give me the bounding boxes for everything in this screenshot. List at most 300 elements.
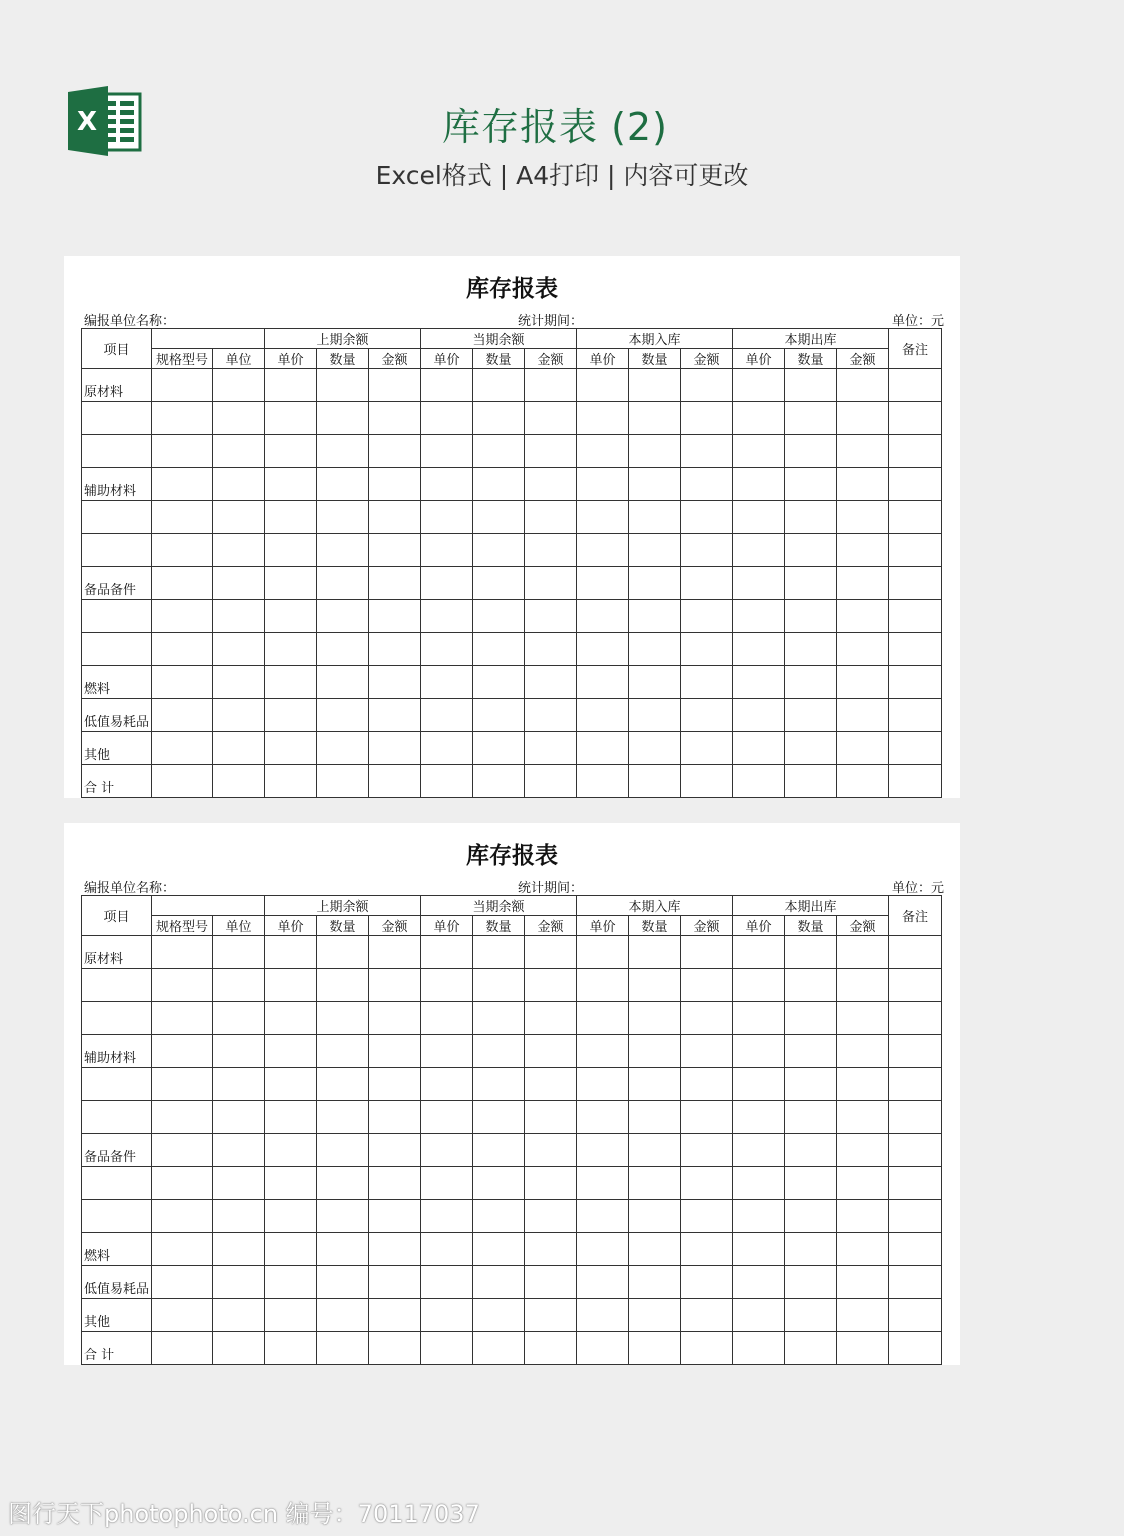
table-cell[interactable] bbox=[889, 699, 942, 732]
table-cell[interactable] bbox=[785, 666, 837, 699]
table-cell[interactable] bbox=[681, 501, 733, 534]
table-cell[interactable] bbox=[837, 1200, 889, 1233]
table-cell[interactable] bbox=[629, 1035, 681, 1068]
table-cell[interactable] bbox=[889, 600, 942, 633]
table-cell[interactable] bbox=[681, 600, 733, 633]
table-cell[interactable] bbox=[629, 1200, 681, 1233]
table-cell[interactable] bbox=[317, 402, 369, 435]
table-cell[interactable] bbox=[837, 633, 889, 666]
table-cell[interactable] bbox=[785, 369, 837, 402]
table-cell[interactable] bbox=[785, 699, 837, 732]
table-cell[interactable] bbox=[889, 1134, 942, 1167]
table-cell[interactable] bbox=[681, 1134, 733, 1167]
table-cell[interactable] bbox=[152, 369, 213, 402]
table-cell[interactable] bbox=[785, 1266, 837, 1299]
table-cell[interactable] bbox=[213, 1233, 265, 1266]
table-cell[interactable] bbox=[369, 369, 421, 402]
table-cell[interactable] bbox=[629, 633, 681, 666]
table-cell[interactable] bbox=[889, 435, 942, 468]
table-cell[interactable] bbox=[473, 534, 525, 567]
table-cell[interactable] bbox=[369, 468, 421, 501]
table-cell[interactable] bbox=[733, 1134, 785, 1167]
table-cell[interactable] bbox=[889, 1101, 942, 1134]
table-cell[interactable] bbox=[681, 435, 733, 468]
table-cell[interactable] bbox=[629, 402, 681, 435]
table-cell[interactable] bbox=[213, 765, 265, 798]
table-cell[interactable] bbox=[421, 501, 473, 534]
table-cell[interactable] bbox=[525, 1200, 577, 1233]
table-cell[interactable] bbox=[421, 1332, 473, 1365]
table-cell[interactable] bbox=[681, 1299, 733, 1332]
table-cell[interactable] bbox=[369, 1134, 421, 1167]
table-cell[interactable] bbox=[473, 765, 525, 798]
table-cell[interactable] bbox=[152, 1299, 213, 1332]
table-cell[interactable] bbox=[152, 534, 213, 567]
table-cell[interactable] bbox=[317, 468, 369, 501]
table-cell[interactable] bbox=[785, 936, 837, 969]
table-cell[interactable] bbox=[525, 567, 577, 600]
table-cell[interactable] bbox=[317, 633, 369, 666]
table-cell[interactable] bbox=[733, 1101, 785, 1134]
table-cell[interactable] bbox=[369, 1068, 421, 1101]
table-cell[interactable] bbox=[837, 936, 889, 969]
table-cell[interactable] bbox=[369, 1233, 421, 1266]
table-cell[interactable] bbox=[213, 969, 265, 1002]
table-cell[interactable] bbox=[733, 1266, 785, 1299]
table-cell[interactable] bbox=[317, 501, 369, 534]
table-cell[interactable] bbox=[152, 1266, 213, 1299]
table-cell[interactable] bbox=[421, 369, 473, 402]
table-cell[interactable] bbox=[152, 969, 213, 1002]
table-cell[interactable] bbox=[837, 1134, 889, 1167]
table-cell[interactable] bbox=[733, 501, 785, 534]
table-cell[interactable] bbox=[577, 1200, 629, 1233]
table-cell[interactable] bbox=[785, 969, 837, 1002]
table-cell[interactable] bbox=[681, 369, 733, 402]
table-cell[interactable] bbox=[577, 732, 629, 765]
table-cell[interactable] bbox=[525, 936, 577, 969]
table-cell[interactable] bbox=[265, 1266, 317, 1299]
table-cell[interactable] bbox=[629, 1101, 681, 1134]
table-cell[interactable] bbox=[785, 1332, 837, 1365]
table-cell[interactable] bbox=[525, 1299, 577, 1332]
table-cell[interactable] bbox=[473, 1167, 525, 1200]
table-cell[interactable] bbox=[837, 1002, 889, 1035]
table-cell[interactable] bbox=[421, 402, 473, 435]
table-cell[interactable] bbox=[152, 435, 213, 468]
table-cell[interactable] bbox=[265, 435, 317, 468]
table-cell[interactable] bbox=[369, 600, 421, 633]
table-cell[interactable] bbox=[421, 666, 473, 699]
table-cell[interactable] bbox=[681, 1233, 733, 1266]
table-cell[interactable] bbox=[473, 699, 525, 732]
table-cell[interactable] bbox=[525, 402, 577, 435]
table-cell[interactable] bbox=[837, 501, 889, 534]
table-cell[interactable] bbox=[837, 969, 889, 1002]
table-cell[interactable] bbox=[369, 666, 421, 699]
table-cell[interactable] bbox=[525, 1068, 577, 1101]
table-cell[interactable] bbox=[152, 1200, 213, 1233]
table-cell[interactable] bbox=[681, 1101, 733, 1134]
table-cell[interactable] bbox=[837, 468, 889, 501]
table-cell[interactable] bbox=[785, 1134, 837, 1167]
table-cell[interactable] bbox=[681, 1035, 733, 1068]
table-cell[interactable] bbox=[837, 567, 889, 600]
table-cell[interactable] bbox=[213, 468, 265, 501]
table-cell[interactable] bbox=[629, 1134, 681, 1167]
table-cell[interactable] bbox=[473, 402, 525, 435]
table-cell[interactable] bbox=[213, 1200, 265, 1233]
table-cell[interactable] bbox=[525, 699, 577, 732]
table-cell[interactable] bbox=[733, 567, 785, 600]
table-cell[interactable] bbox=[317, 1332, 369, 1365]
table-cell[interactable] bbox=[213, 1266, 265, 1299]
table-cell[interactable] bbox=[889, 1266, 942, 1299]
table-cell[interactable] bbox=[525, 534, 577, 567]
table-cell[interactable] bbox=[213, 732, 265, 765]
table-cell[interactable] bbox=[152, 1068, 213, 1101]
table-cell[interactable] bbox=[421, 1266, 473, 1299]
table-cell[interactable] bbox=[317, 765, 369, 798]
table-cell[interactable] bbox=[473, 468, 525, 501]
table-cell[interactable] bbox=[473, 600, 525, 633]
table-cell[interactable] bbox=[629, 468, 681, 501]
table-cell[interactable] bbox=[681, 699, 733, 732]
table-cell[interactable] bbox=[681, 1332, 733, 1365]
table-cell[interactable] bbox=[525, 732, 577, 765]
table-cell[interactable] bbox=[889, 1068, 942, 1101]
table-cell[interactable] bbox=[785, 600, 837, 633]
table-cell[interactable] bbox=[577, 1002, 629, 1035]
table-cell[interactable] bbox=[473, 1332, 525, 1365]
table-cell[interactable] bbox=[577, 501, 629, 534]
table-cell[interactable] bbox=[317, 732, 369, 765]
table-cell[interactable] bbox=[525, 600, 577, 633]
table-cell[interactable] bbox=[317, 936, 369, 969]
table-cell[interactable] bbox=[681, 1200, 733, 1233]
table-cell[interactable] bbox=[317, 1299, 369, 1332]
table-cell[interactable] bbox=[577, 936, 629, 969]
table-cell[interactable] bbox=[525, 1233, 577, 1266]
table-cell[interactable] bbox=[577, 633, 629, 666]
table-cell[interactable] bbox=[525, 633, 577, 666]
table-cell[interactable] bbox=[629, 369, 681, 402]
table-cell[interactable] bbox=[889, 936, 942, 969]
table-cell[interactable] bbox=[421, 468, 473, 501]
table-cell[interactable] bbox=[317, 699, 369, 732]
table-cell[interactable] bbox=[629, 600, 681, 633]
table-cell[interactable] bbox=[473, 1101, 525, 1134]
table-cell[interactable] bbox=[369, 1266, 421, 1299]
table-cell[interactable] bbox=[369, 501, 421, 534]
table-cell[interactable] bbox=[369, 1332, 421, 1365]
table-cell[interactable] bbox=[889, 501, 942, 534]
table-cell[interactable] bbox=[733, 435, 785, 468]
table-cell[interactable] bbox=[213, 1068, 265, 1101]
table-cell[interactable] bbox=[473, 369, 525, 402]
table-cell[interactable] bbox=[629, 969, 681, 1002]
table-cell[interactable] bbox=[265, 501, 317, 534]
table-cell[interactable] bbox=[369, 1101, 421, 1134]
table-cell[interactable] bbox=[369, 1167, 421, 1200]
table-cell[interactable] bbox=[473, 666, 525, 699]
table-cell[interactable] bbox=[889, 732, 942, 765]
table-cell[interactable] bbox=[577, 369, 629, 402]
table-cell[interactable] bbox=[681, 633, 733, 666]
table-cell[interactable] bbox=[837, 699, 889, 732]
table-cell[interactable] bbox=[265, 1200, 317, 1233]
table-cell[interactable] bbox=[681, 468, 733, 501]
table-cell[interactable] bbox=[473, 1299, 525, 1332]
table-cell[interactable] bbox=[733, 1002, 785, 1035]
table-cell[interactable] bbox=[733, 534, 785, 567]
table-cell[interactable] bbox=[421, 1233, 473, 1266]
table-cell[interactable] bbox=[265, 699, 317, 732]
table-cell[interactable] bbox=[421, 633, 473, 666]
table-cell[interactable] bbox=[317, 369, 369, 402]
table-cell[interactable] bbox=[421, 567, 473, 600]
table-cell[interactable] bbox=[369, 1200, 421, 1233]
table-cell[interactable] bbox=[785, 1200, 837, 1233]
table-cell[interactable] bbox=[421, 1068, 473, 1101]
table-cell[interactable] bbox=[473, 732, 525, 765]
table-cell[interactable] bbox=[629, 1299, 681, 1332]
table-cell[interactable] bbox=[317, 1266, 369, 1299]
table-cell[interactable] bbox=[525, 1101, 577, 1134]
table-cell[interactable] bbox=[265, 1134, 317, 1167]
table-cell[interactable] bbox=[733, 1035, 785, 1068]
table-cell[interactable] bbox=[577, 1266, 629, 1299]
table-cell[interactable] bbox=[421, 732, 473, 765]
table-cell[interactable] bbox=[317, 1167, 369, 1200]
table-cell[interactable] bbox=[317, 1101, 369, 1134]
table-cell[interactable] bbox=[265, 765, 317, 798]
table-cell[interactable] bbox=[629, 1068, 681, 1101]
table-cell[interactable] bbox=[681, 1068, 733, 1101]
table-cell[interactable] bbox=[265, 567, 317, 600]
table-cell[interactable] bbox=[152, 1002, 213, 1035]
table-cell[interactable] bbox=[152, 666, 213, 699]
table-cell[interactable] bbox=[473, 1233, 525, 1266]
table-cell[interactable] bbox=[577, 1233, 629, 1266]
table-cell[interactable] bbox=[473, 1002, 525, 1035]
table-cell[interactable] bbox=[837, 534, 889, 567]
table-cell[interactable] bbox=[629, 732, 681, 765]
table-cell[interactable] bbox=[369, 534, 421, 567]
table-cell[interactable] bbox=[213, 567, 265, 600]
table-cell[interactable] bbox=[213, 435, 265, 468]
table-cell[interactable] bbox=[889, 1200, 942, 1233]
table-cell[interactable] bbox=[317, 969, 369, 1002]
table-cell[interactable] bbox=[681, 534, 733, 567]
table-cell[interactable] bbox=[152, 765, 213, 798]
table-cell[interactable] bbox=[265, 1035, 317, 1068]
table-cell[interactable] bbox=[369, 633, 421, 666]
table-cell[interactable] bbox=[213, 1035, 265, 1068]
table-cell[interactable] bbox=[152, 699, 213, 732]
table-cell[interactable] bbox=[629, 534, 681, 567]
table-cell[interactable] bbox=[525, 969, 577, 1002]
table-cell[interactable] bbox=[837, 435, 889, 468]
table-cell[interactable] bbox=[421, 600, 473, 633]
table-cell[interactable] bbox=[265, 1002, 317, 1035]
table-cell[interactable] bbox=[629, 1266, 681, 1299]
table-cell[interactable] bbox=[152, 732, 213, 765]
table-cell[interactable] bbox=[889, 633, 942, 666]
table-cell[interactable] bbox=[473, 969, 525, 1002]
table-cell[interactable] bbox=[421, 765, 473, 798]
table-cell[interactable] bbox=[369, 1002, 421, 1035]
table-cell[interactable] bbox=[421, 1035, 473, 1068]
table-cell[interactable] bbox=[837, 666, 889, 699]
table-cell[interactable] bbox=[733, 699, 785, 732]
table-cell[interactable] bbox=[681, 1002, 733, 1035]
table-cell[interactable] bbox=[265, 402, 317, 435]
table-cell[interactable] bbox=[213, 1002, 265, 1035]
table-cell[interactable] bbox=[837, 1266, 889, 1299]
table-cell[interactable] bbox=[152, 468, 213, 501]
table-cell[interactable] bbox=[629, 1002, 681, 1035]
table-cell[interactable] bbox=[152, 1332, 213, 1365]
table-cell[interactable] bbox=[152, 1167, 213, 1200]
table-cell[interactable] bbox=[681, 1167, 733, 1200]
table-cell[interactable] bbox=[213, 936, 265, 969]
table-cell[interactable] bbox=[369, 699, 421, 732]
table-cell[interactable] bbox=[317, 534, 369, 567]
table-cell[interactable] bbox=[577, 666, 629, 699]
table-cell[interactable] bbox=[837, 1101, 889, 1134]
table-cell[interactable] bbox=[577, 1068, 629, 1101]
table-cell[interactable] bbox=[152, 567, 213, 600]
table-cell[interactable] bbox=[733, 633, 785, 666]
table-cell[interactable] bbox=[473, 1068, 525, 1101]
table-cell[interactable] bbox=[317, 1134, 369, 1167]
table-cell[interactable] bbox=[421, 1299, 473, 1332]
table-cell[interactable] bbox=[525, 765, 577, 798]
table-cell[interactable] bbox=[681, 936, 733, 969]
table-cell[interactable] bbox=[837, 765, 889, 798]
table-cell[interactable] bbox=[837, 600, 889, 633]
table-cell[interactable] bbox=[733, 936, 785, 969]
table-cell[interactable] bbox=[733, 369, 785, 402]
table-cell[interactable] bbox=[681, 765, 733, 798]
table-cell[interactable] bbox=[785, 402, 837, 435]
table-cell[interactable] bbox=[369, 969, 421, 1002]
table-cell[interactable] bbox=[369, 936, 421, 969]
table-cell[interactable] bbox=[525, 666, 577, 699]
table-cell[interactable] bbox=[525, 1167, 577, 1200]
table-cell[interactable] bbox=[152, 936, 213, 969]
table-cell[interactable] bbox=[889, 1035, 942, 1068]
table-cell[interactable] bbox=[265, 936, 317, 969]
table-cell[interactable] bbox=[785, 1002, 837, 1035]
table-cell[interactable] bbox=[681, 732, 733, 765]
table-cell[interactable] bbox=[265, 1332, 317, 1365]
table-cell[interactable] bbox=[733, 1233, 785, 1266]
table-cell[interactable] bbox=[837, 732, 889, 765]
table-cell[interactable] bbox=[785, 435, 837, 468]
table-cell[interactable] bbox=[889, 1299, 942, 1332]
table-cell[interactable] bbox=[577, 534, 629, 567]
table-cell[interactable] bbox=[369, 435, 421, 468]
table-cell[interactable] bbox=[473, 435, 525, 468]
table-cell[interactable] bbox=[152, 1233, 213, 1266]
table-cell[interactable] bbox=[369, 1299, 421, 1332]
table-cell[interactable] bbox=[421, 1101, 473, 1134]
table-cell[interactable] bbox=[577, 1167, 629, 1200]
table-cell[interactable] bbox=[265, 1299, 317, 1332]
table-cell[interactable] bbox=[525, 1035, 577, 1068]
table-cell[interactable] bbox=[681, 969, 733, 1002]
table-cell[interactable] bbox=[785, 468, 837, 501]
table-cell[interactable] bbox=[369, 567, 421, 600]
table-cell[interactable] bbox=[525, 468, 577, 501]
table-cell[interactable] bbox=[473, 1035, 525, 1068]
table-cell[interactable] bbox=[265, 969, 317, 1002]
table-cell[interactable] bbox=[889, 1002, 942, 1035]
table-cell[interactable] bbox=[889, 1167, 942, 1200]
table-cell[interactable] bbox=[577, 1101, 629, 1134]
table-cell[interactable] bbox=[577, 600, 629, 633]
table-cell[interactable] bbox=[317, 1002, 369, 1035]
table-cell[interactable] bbox=[837, 1035, 889, 1068]
table-cell[interactable] bbox=[421, 1002, 473, 1035]
table-cell[interactable] bbox=[473, 567, 525, 600]
table-cell[interactable] bbox=[213, 1167, 265, 1200]
table-cell[interactable] bbox=[577, 402, 629, 435]
table-cell[interactable] bbox=[889, 765, 942, 798]
table-cell[interactable] bbox=[213, 666, 265, 699]
table-cell[interactable] bbox=[213, 633, 265, 666]
table-cell[interactable] bbox=[629, 1167, 681, 1200]
table-cell[interactable] bbox=[473, 1134, 525, 1167]
table-cell[interactable] bbox=[213, 501, 265, 534]
table-cell[interactable] bbox=[577, 765, 629, 798]
table-cell[interactable] bbox=[213, 1101, 265, 1134]
table-cell[interactable] bbox=[837, 1167, 889, 1200]
table-cell[interactable] bbox=[152, 633, 213, 666]
table-cell[interactable] bbox=[681, 666, 733, 699]
table-cell[interactable] bbox=[733, 1068, 785, 1101]
table-cell[interactable] bbox=[629, 567, 681, 600]
table-cell[interactable] bbox=[577, 969, 629, 1002]
table-cell[interactable] bbox=[152, 402, 213, 435]
table-cell[interactable] bbox=[785, 765, 837, 798]
table-cell[interactable] bbox=[265, 1233, 317, 1266]
table-cell[interactable] bbox=[837, 402, 889, 435]
table-cell[interactable] bbox=[889, 969, 942, 1002]
table-cell[interactable] bbox=[213, 1299, 265, 1332]
table-cell[interactable] bbox=[889, 567, 942, 600]
table-cell[interactable] bbox=[213, 699, 265, 732]
table-cell[interactable] bbox=[317, 435, 369, 468]
table-cell[interactable] bbox=[525, 435, 577, 468]
table-cell[interactable] bbox=[265, 1068, 317, 1101]
table-cell[interactable] bbox=[317, 600, 369, 633]
table-cell[interactable] bbox=[152, 501, 213, 534]
table-cell[interactable] bbox=[889, 369, 942, 402]
table-cell[interactable] bbox=[733, 732, 785, 765]
table-cell[interactable] bbox=[213, 402, 265, 435]
table-cell[interactable] bbox=[369, 1035, 421, 1068]
table-cell[interactable] bbox=[265, 666, 317, 699]
table-cell[interactable] bbox=[369, 402, 421, 435]
table-cell[interactable] bbox=[473, 936, 525, 969]
table-cell[interactable] bbox=[421, 534, 473, 567]
table-cell[interactable] bbox=[525, 1266, 577, 1299]
table-cell[interactable] bbox=[733, 1200, 785, 1233]
table-cell[interactable] bbox=[421, 969, 473, 1002]
